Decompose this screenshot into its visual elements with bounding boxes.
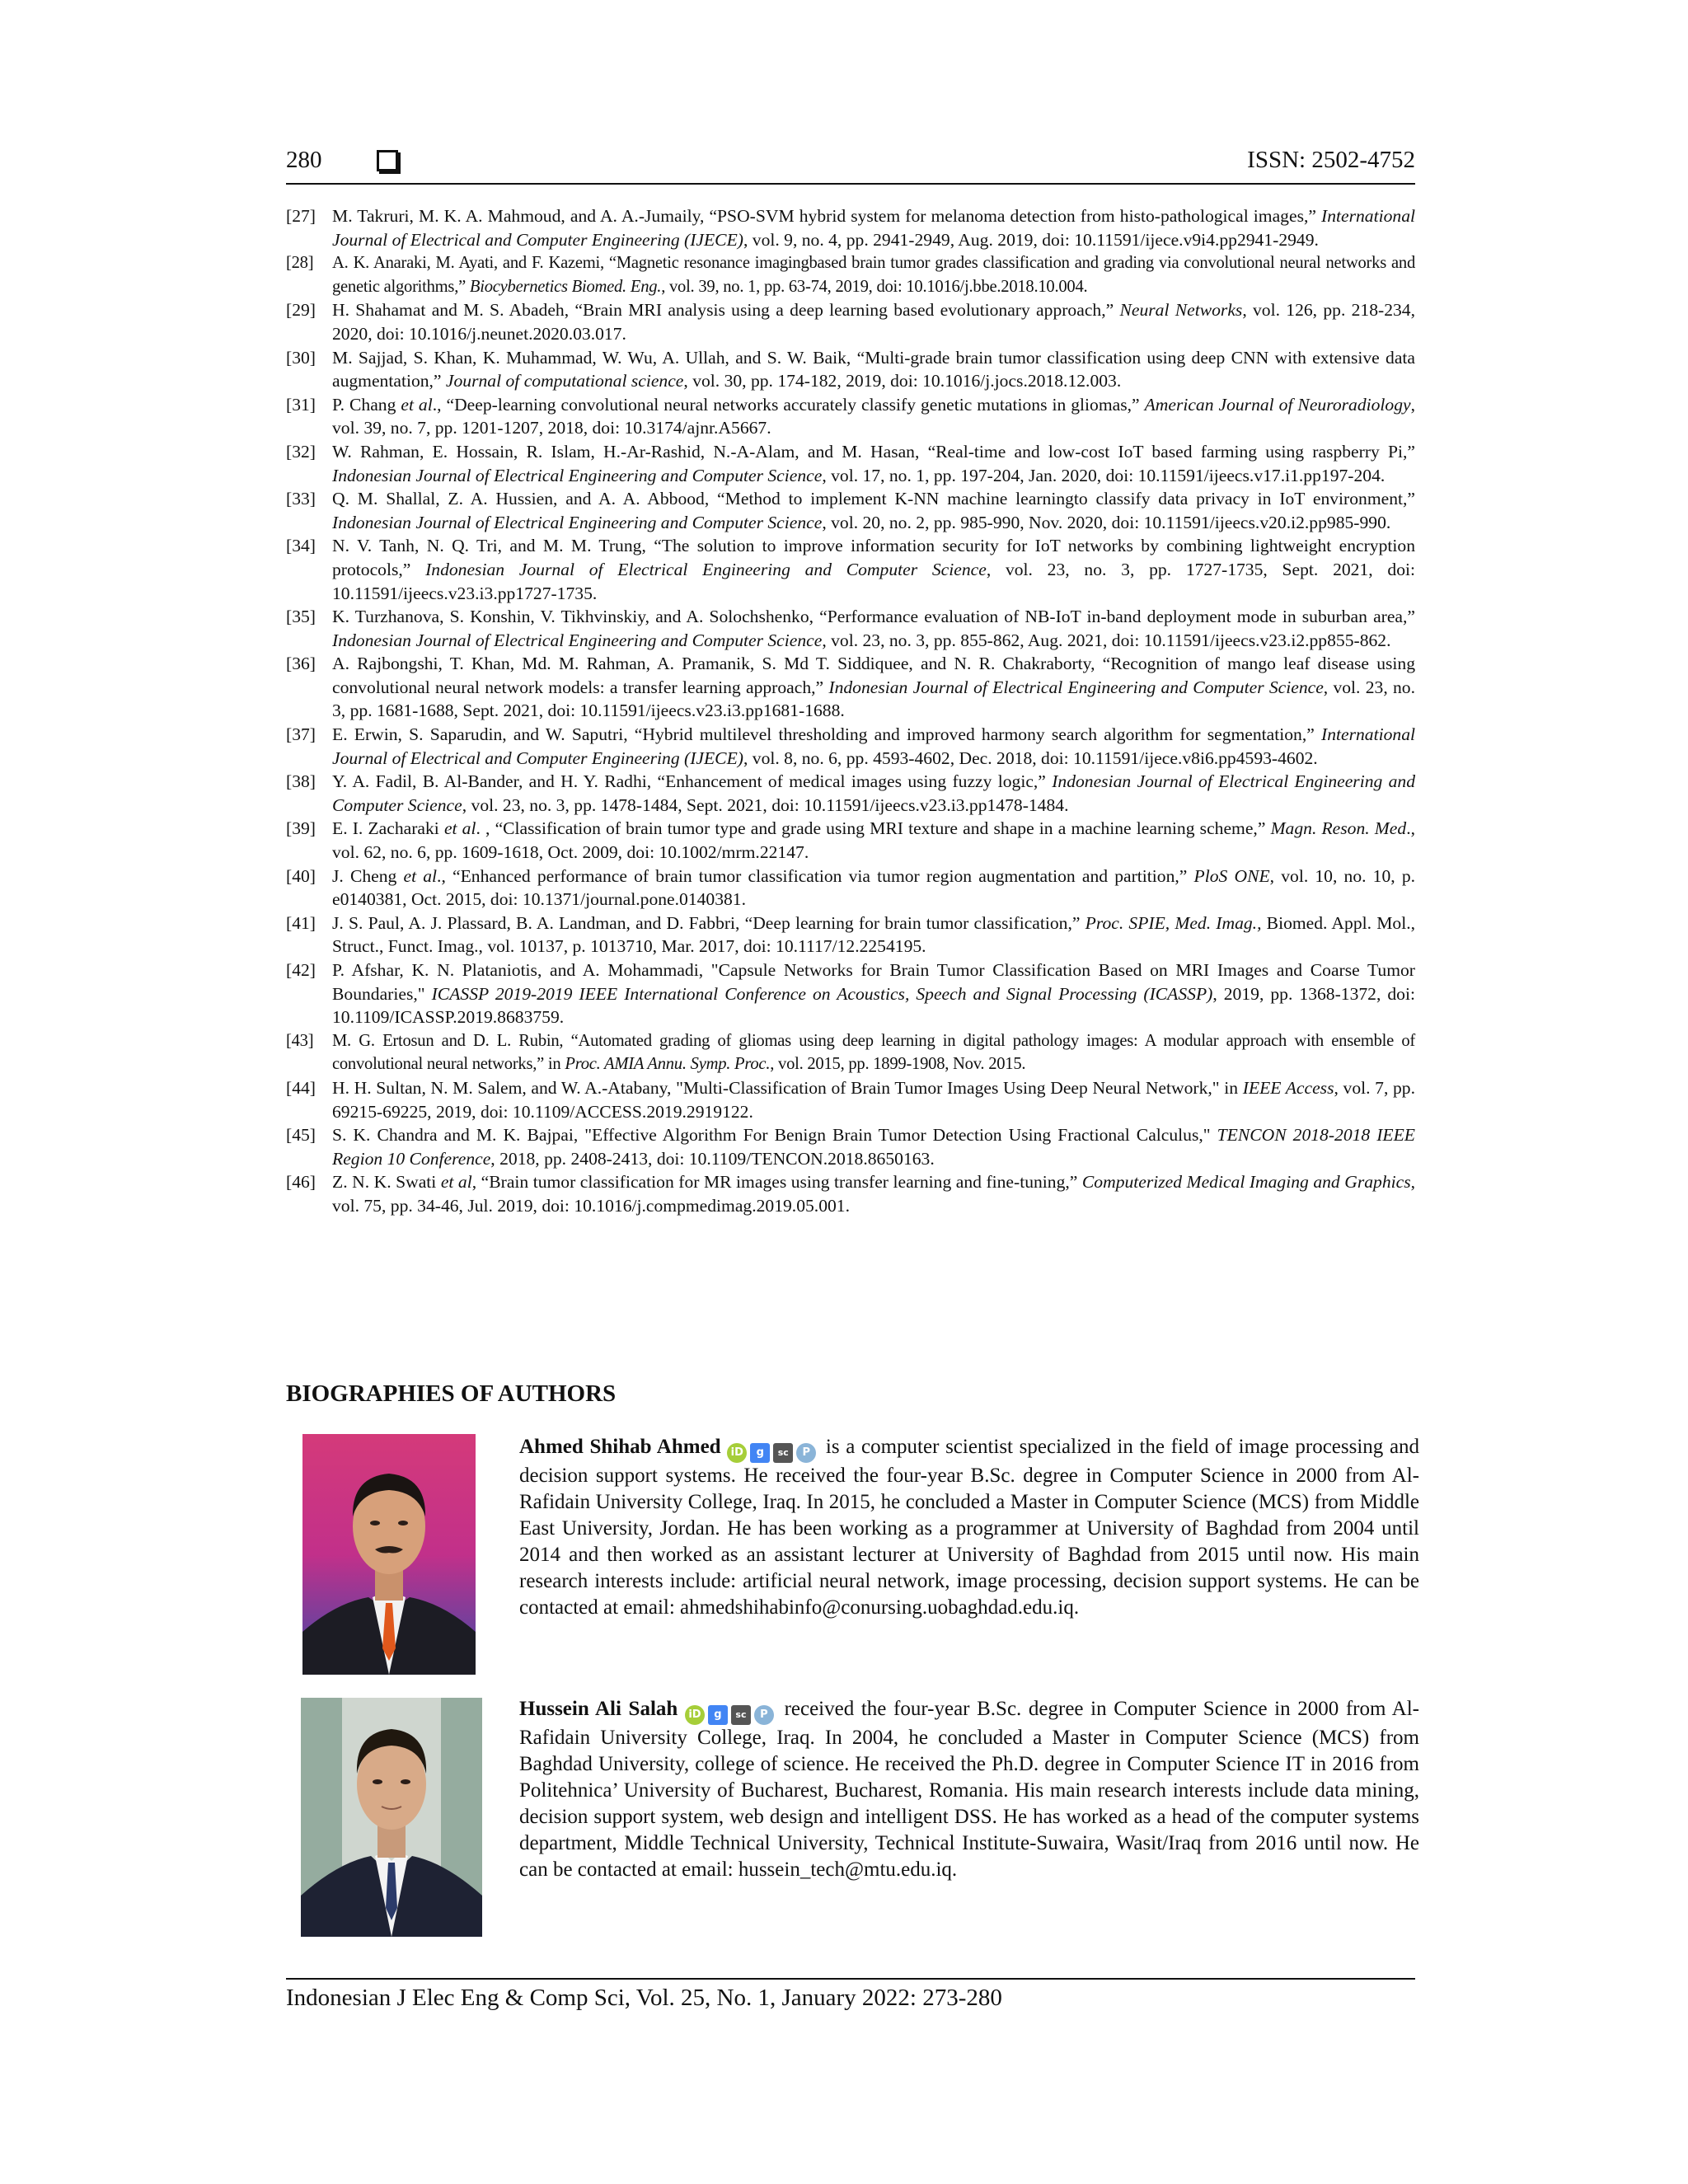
author-photo-1 — [302, 1434, 476, 1675]
reference-number: [38] — [286, 771, 316, 792]
orcid-icon[interactable]: iD — [727, 1443, 747, 1463]
reference-item — [286, 958, 1415, 1029]
reference-text: ., vol. 62, no. 6, pp. 1609-1618, Oct. 2009, doi: 10.1002/mrm.22147. — [332, 818, 1415, 863]
reference-text: E. Erwin, S. Saparudin, and W. Saputri, “Hybrid multilevel thresholding and improved harmony search algorithm for segmentation,” — [332, 724, 1322, 745]
issn: ISSN: 2502-4752 — [1247, 147, 1415, 173]
reference-source: American Journal of Neuroradiology — [1144, 394, 1411, 415]
reference-number: [45] — [286, 1125, 316, 1146]
reference-item — [286, 652, 1415, 723]
reference-source: Indonesian Journal of Electrical Engineering and Computer Science — [425, 559, 987, 579]
reference-text: , “Brain tumor classification for MR images using transfer learning and fine-tuning,” — [471, 1172, 1082, 1193]
reference-item — [286, 534, 1415, 605]
author-photo-2 — [301, 1698, 482, 1937]
orcid-icon[interactable]: iD — [685, 1705, 705, 1725]
reference-source: International Journal of Electrical and Computer Engineering (IJECE) — [332, 724, 1415, 768]
reference-text: P. Chang — [332, 394, 401, 415]
author-bio-text-1: is a computer scientist specialized in the field of image processing and decision support systems. He received the four-year B.Sc. degree in Computer Science in 2000 from Al-Rafidain University College, Iraq. In 2015, he concluded a Master in Computer Science (MCS) from Middle East University, Jordan. He has been working as a programmer at University of Baghdad from 2004 until 2014 and then worked as an assistant lecturer at University of Baghdad from 2015 until now. His main research interests include: artificial neural network, image processing, decision support systems. He can be contacted at email: ahmedshihabinfo@conursing.uobaghdad.edu.iq. — [519, 1436, 1420, 1619]
reference-item — [286, 865, 1415, 912]
reference-source: Magn. Reson. Med — [1270, 818, 1407, 839]
reference-item — [286, 298, 1415, 345]
reference-number: [30] — [286, 347, 316, 368]
reference-text: J. Cheng — [332, 865, 404, 886]
author-name-1: Ahmed Shihab Ahmed — [519, 1436, 721, 1458]
reference-source: Indonesian Journal of Electrical Engineering and Computer Science — [332, 771, 1415, 815]
author-bio-2 — [519, 1696, 1419, 1883]
reference-text: H. H. Sultan, N. M. Salem, and W. A.-Atabany, "Multi-Classification of Brain Tumor Images Using Deep Neural Network," in — [332, 1077, 1243, 1098]
reference-text: K. Turzhanova, S. Konshin, V. Tikhvinskiy, and A. Solochshenko, “Performance evaluation of NB-IoT in-band deployment mode in suburban area,” — [332, 607, 1415, 627]
reference-number: [40] — [286, 865, 316, 886]
reference-text: , vol. 10, no. 10, p. e0140381, Oct. 2015, doi: 10.1371/journal.pone.0140381. — [332, 865, 1416, 910]
reference-text: , vol. 23, no. 3, pp. 1727-1735, Sept. 2021, doi: 10.11591/ijeecs.v23.i3.pp1727-1735. — [332, 559, 1415, 603]
reference-source: Journal of computational science — [445, 371, 684, 391]
reference-number: [31] — [286, 394, 316, 415]
page-footer: Indonesian J Elec Eng & Comp Sci, Vol. 25, No. 1, January 2022: 273-280 — [286, 1978, 1415, 2012]
reference-number: [41] — [286, 912, 316, 933]
reference-item — [286, 440, 1415, 487]
reference-item — [286, 723, 1415, 770]
reference-text: , 2019, pp. 1368-1372, doi: 10.1109/ICASSP.2019.8683759. — [332, 983, 1415, 1028]
author-portrait-2 — [301, 1698, 482, 1937]
reference-number: [27] — [286, 206, 316, 226]
reference-number: [33] — [286, 489, 316, 509]
reference-text: M. Takruri, M. K. A. Mahmoud, and A. A.-Jumaily, “PSO-SVM hybrid system for melanoma detection from histo-pathological images,” — [332, 206, 1322, 226]
reference-source: Proc. SPIE, Med. Imag., — [1085, 912, 1262, 933]
publons-icon[interactable]: P — [796, 1443, 816, 1463]
reference-number: [46] — [286, 1172, 316, 1193]
reference-text: A. Rajbongshi, T. Khan, Md. M. Rahman, A. Pramanik, S. Md T. Siddiquee, and N. R. Chakraborty, “Recognition of mango leaf disease using convolutional neural network models: a transfer learning approach,” — [332, 654, 1415, 697]
reference-text: , 2018, pp. 2408-2413, doi: 10.1109/TENCON.2018.8650163. — [490, 1148, 935, 1169]
reference-text: , vol. 75, pp. 34-46, Jul. 2019, doi: 10.1016/j.compmedimag.2019.05.001. — [332, 1172, 1416, 1216]
reference-text: H. Shahamat and M. S. Abadeh, “Brain MRI analysis using a deep learning based evolutionary approach,” — [332, 300, 1120, 321]
reference-text: N. V. Tanh, N. Q. Tri, and M. M. Trung, “The solution to improve information security for IoT networks by combining lightweight encryption protocols,” — [332, 536, 1415, 579]
reference-item — [286, 770, 1415, 817]
reference-number: [42] — [286, 960, 316, 980]
reference-text: . , “Classification of brain tumor type and grade using MRI texture and shape in a machine learning scheme,” — [476, 818, 1271, 839]
author-name-2: Hussein Ali Salah — [519, 1698, 678, 1720]
reference-source: International Journal of Electrical and Computer Engineering (IJECE) — [332, 206, 1415, 250]
reference-source: PloS ONE — [1193, 865, 1270, 886]
reference-source: Biocybernetics Biomed. Eng. — [469, 277, 662, 296]
reference-item — [286, 393, 1415, 440]
reference-text: , vol. 23, no. 3, pp. 1478-1484, Sept. 2021, doi: 10.11591/ijeecs.v23.i3.pp1478-1484. — [462, 794, 1069, 815]
reference-text: ., “Enhanced performance of brain tumor classification via tumor region augmentation and partition,” — [437, 865, 1194, 886]
reference-text: , vol. 30, pp. 174-182, 2019, doi: 10.1016/j.jocs.2018.12.003. — [683, 371, 1122, 391]
reference-text: , vol. 17, no. 1, pp. 197-204, Jan. 2020, doi: 10.11591/ijeecs.v17.i1.pp197-204. — [822, 465, 1386, 485]
author-bio-text-2: received the four-year B.Sc. degree in Computer Science in 2000 from Al- Rafidain University College, Iraq. In 2004, he concluded a Master in Computer Science (MCS) from Baghdad University, college of science. He received the Ph.D. degree in Computer Science IT in 2016 from Politehnica’ University of Bucharest, Bucharest, Romania. His main research interests include data mining, decision support system, web design and intelligent DSS. He has worked as a head of the computer systems department, Middle Technical University, Technical Institute-Suwaira, Wasit/Iraq from 2016 until now. He can be contacted at email: hussein_tech@mtu.edu.iq. — [519, 1698, 1420, 1881]
reference-item — [286, 1170, 1415, 1217]
reference-source: Computerized Medical Imaging and Graphics — [1081, 1172, 1411, 1193]
reference-source: et al — [443, 818, 476, 839]
reference-source: IEEE Access — [1242, 1077, 1334, 1098]
reference-text: E. I. Zacharaki — [332, 818, 444, 839]
reference-source: TENCON 2018-2018 IEEE Region 10 Conference — [332, 1125, 1415, 1169]
reference-item — [286, 251, 1415, 298]
reference-item — [286, 1029, 1415, 1076]
reference-text: , vol. 2015, pp. 1899-1908, Nov. 2015. — [770, 1055, 1026, 1074]
reference-number: [35] — [286, 607, 316, 627]
google-scholar-icon[interactable]: g — [708, 1705, 728, 1725]
reference-text: Biomed. Appl. Mol., Struct., Funct. Imag., vol. 10137, p. 1013710, Mar. 2017, doi: 10.1117/12.2254195. — [332, 912, 1415, 957]
reference-text: A. K. Anaraki, M. Ayati, and F. Kazemi, “Magnetic resonance imagingbased brain tumor grades classification and grading via convolutional neural networks and genetic algorithms,” — [332, 254, 1415, 296]
reference-number: [29] — [286, 300, 316, 321]
biographies-heading: BIOGRAPHIES OF AUTHORS — [286, 1380, 617, 1407]
reference-text: Q. M. Shallal, Z. A. Hussien, and A. A. Abbood, “Method to implement K-NN machine learningto classify data privacy in IoT environment,” — [332, 489, 1415, 509]
reference-text: M. G. Ertosun and D. L. Rubin, “Automated grading of gliomas using deep learning in digital pathology images: A modular approach with ensemble of convolutional neural networks,” in — [332, 1031, 1415, 1074]
reference-number: [28] — [286, 254, 314, 273]
reference-item — [286, 817, 1415, 864]
reference-number: [37] — [286, 724, 316, 745]
reference-text: W. Rahman, E. Hossain, R. Islam, H.-Ar-Rashid, N.-A-Alam, and M. Hasan, “Real-time and low-cost IoT based farming using raspberry Pi,” — [332, 441, 1415, 462]
reference-number: [36] — [286, 654, 316, 674]
reference-text: , vol. 9, no. 4, pp. 2941-2949, Aug. 2019, doi: 10.11591/ijece.v9i4.pp2941-2949. — [743, 229, 1319, 250]
reference-source: et al — [403, 865, 438, 886]
reference-item — [286, 1123, 1415, 1170]
reference-number: [32] — [286, 441, 316, 462]
reference-item — [286, 487, 1415, 534]
reference-item — [286, 605, 1415, 652]
reference-text: Y. A. Fadil, B. Al-Bander, and H. Y. Radhi, “Enhancement of medical images using fuzzy logic,” — [332, 771, 1053, 792]
reference-number: [43] — [286, 1031, 314, 1050]
reference-item — [286, 204, 1415, 251]
reference-item — [286, 1076, 1415, 1123]
reference-source: ICASSP 2019-2019 IEEE International Conference on Acoustics, Speech and Signal Processing (ICASSP) — [431, 983, 1213, 1004]
reference-source: Indonesian Journal of Electrical Engineering and Computer Science — [332, 512, 823, 532]
square-bullet-icon — [377, 150, 398, 171]
reference-text: , vol. 23, no. 3, pp. 1681-1688, Sept. 2021, doi: 10.11591/ijeecs.v23.i3.pp1681-1688. — [332, 677, 1415, 721]
reference-item — [286, 912, 1415, 958]
google-scholar-icon[interactable]: g — [750, 1443, 770, 1463]
reference-text: , vol. 126, pp. 218-234, 2020, doi: 10.1016/j.neunet.2020.03.017. — [332, 300, 1416, 344]
reference-list — [286, 204, 1415, 1218]
reference-text: ., “Deep-learning convolutional neural networks accurately classify genetic mutations in gliomas,” — [432, 394, 1145, 415]
reference-text: Z. N. K. Swati — [332, 1172, 441, 1193]
reference-text: P. Afshar, K. N. Plataniotis, and A. Mohammadi, "Capsule Networks for Brain Tumor Classification Based on MRI Images and Coarse Tumor Boundaries," — [332, 960, 1415, 1004]
author-bio-1 — [519, 1434, 1419, 1621]
author-portrait-1 — [302, 1434, 476, 1675]
reference-text: M. Sajjad, S. Khan, K. Muhammad, W. Wu, A. Ullah, and S. W. Baik, “Multi-grade brain tumor classification using deep CNN with extensive data augmentation,” — [332, 347, 1415, 391]
reference-source: Neural Networks — [1119, 300, 1243, 321]
reference-source: Indonesian Journal of Electrical Engineering and Computer Science — [332, 630, 823, 650]
reference-number: [39] — [286, 818, 316, 839]
reference-source: Proc. AMIA Annu. Symp. Proc. — [565, 1055, 771, 1074]
reference-number: [44] — [286, 1077, 316, 1098]
reference-source: et al — [440, 1172, 472, 1193]
reference-text: , vol. 39, no. 7, pp. 1201-1207, 2018, doi: 10.3174/ajnr.A5667. — [332, 394, 1415, 438]
scopus-icon[interactable]: sc — [773, 1443, 793, 1463]
reference-source: et al — [401, 394, 433, 415]
reference-text: , vol. 7, pp. 69215-69225, 2019, doi: 10.1109/ACCESS.2019.2919122. — [332, 1077, 1416, 1122]
reference-text: , vol. 8, no. 6, pp. 4593-4602, Dec. 2018, doi: 10.11591/ijece.v8i6.pp4593-4602. — [743, 748, 1318, 768]
publons-icon[interactable]: P — [754, 1705, 774, 1725]
reference-text: J. S. Paul, A. J. Plassard, B. A. Landman, and D. Fabbri, “Deep learning for brain tumor classification,” — [332, 912, 1085, 933]
reference-text: , vol. 23, no. 3, pp. 855-862, Aug. 2021, doi: 10.11591/ijeecs.v23.i2.pp855-862. — [822, 630, 1391, 650]
scopus-icon[interactable]: sc — [731, 1705, 751, 1725]
reference-source: Indonesian Journal of Electrical Engineering and Computer Science — [332, 465, 823, 485]
reference-number: [34] — [286, 536, 316, 556]
reference-text: , vol. 39, no. 1, pp. 63-74, 2019, doi: 10.1016/j.bbe.2018.10.004. — [661, 277, 1088, 296]
reference-source: Indonesian Journal of Electrical Engineering and Computer Science — [828, 677, 1324, 697]
reference-text: , vol. 20, no. 2, pp. 985-990, Nov. 2020, doi: 10.11591/ijeecs.v20.i2.pp985-990. — [822, 512, 1391, 532]
page-number: 280 — [286, 147, 322, 173]
reference-text: S. K. Chandra and M. K. Bajpai, "Effective Algorithm For Benign Brain Tumor Detection Using Fractional Calculus," — [332, 1125, 1217, 1146]
page-header — [286, 147, 1415, 185]
reference-item — [286, 346, 1415, 393]
